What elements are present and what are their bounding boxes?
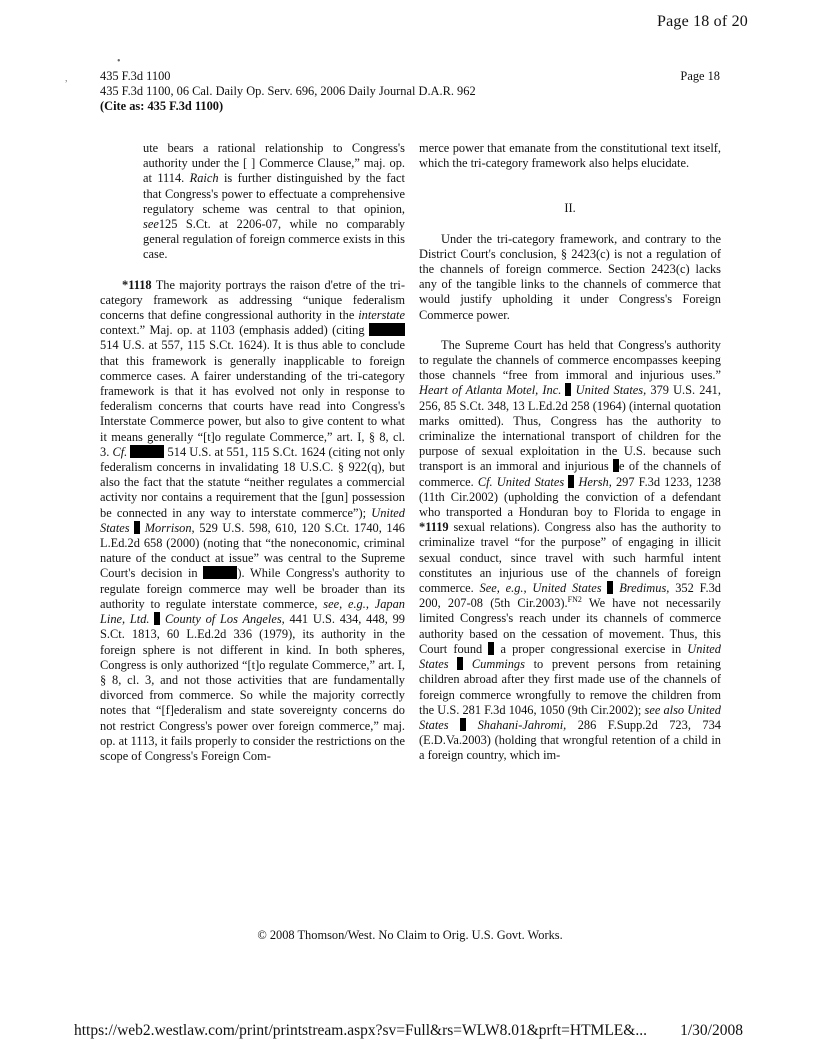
copyright-footer: © 2008 Thomson/West. No Claim to Orig. U.S. Govt. Works. — [257, 928, 563, 942]
paragraph: *1118 The majority portrays the raison d'etre of the tri-category framework as addressing “unique federalism concerns that define congressional authority in the interstate context.” Maj. op. at 1103 (emphasis added) (citing 514 U.S. at 557, 115 S.Ct. 1624). It is thus able to conclude that this framework is generally inapplicable to foreign commerce cases. A fairer understanding of the tri-category framework is that it has evolved not only in response to federalism concerns that courts have read into Congress's Interstate Commerce power, but also to give content to what it means generally “[t]o regulate Commerce,” art. I, § 8, cl. 3. Cf. 514 U.S. at 551, 115 S.Ct. 1624 (citing not only federalism concerns in invalidating 18 U.S.C. § 922(q), but also the fact that the statute “neither regulates a commercial activity nor contains a requirement that the [gun] possession be connected in any way to interstate commerce”); United States Morrison, 529 U.S. 598, 610, 120 S.Ct. 1740, 146 L.Ed.2d 658 (2000) (noting that “the noneconomic, criminal nature of the conduct at issue” was central to the Supreme Court's decision in ). While Congress's authority to regulate foreign commerce may well be broader than its authority to regulate interstate commerce, see, e.g., Japan Line, Ltd. County of Los Angeles, 441 U.S. 434, 448, 99 S.Ct. 1813, 60 L.Ed.2d 336 (1979), its authority in the foreign sphere is not different in kind. In both spheres, Congress is only authorized “[t]o regulate Commerce,” art. I, § 8, cl. 3, and not those activities that are fundamentally divorced from commerce. So while the majority correctly notes that “[f]ederalism and state sovereignty concerns do not restrict Congress's power over foreign commerce,” maj. op. at 1113, it fails properly to consider the restrictions on the scope of Congress's Foreign Com- — [100, 277, 405, 763]
redaction-box — [154, 612, 160, 625]
redaction-box — [130, 445, 164, 458]
paragraph: merce power that emanate from the constitutional text itself, which the tri-category framework also helps elucidate. — [419, 141, 721, 171]
right-column — [419, 141, 721, 764]
citation-header — [100, 69, 476, 114]
redaction-box — [203, 566, 237, 579]
redaction-box — [607, 581, 613, 594]
redaction-box — [565, 383, 571, 396]
page-number: Page 18 — [680, 69, 720, 83]
redaction-box — [568, 475, 574, 488]
redaction-box — [134, 521, 140, 534]
redaction-box — [369, 323, 405, 336]
page-of-count: Page 18 of 20 — [656, 13, 748, 30]
print-date: 1/30/2008 — [680, 1022, 743, 1039]
section-heading: II. — [564, 201, 576, 216]
citation-line: 435 F.3d 1100 — [100, 69, 171, 83]
redaction-box — [460, 718, 466, 731]
paragraph: Under the tri-category framework, and contrary to the District Court's conclusion, § 2423(c) is not a regulation of the channels of foreign commerce. Section 2423(c) lacks any of the tangible links to the channels of commerce that would justify upholding it under Congress's Foreign Commerce power. — [419, 231, 721, 322]
star-page: *1119 — [419, 520, 449, 535]
citation-line: 435 F.3d 1100, 06 Cal. Daily Op. Serv. 696, 2006 Daily Journal D.A.R. 962 — [100, 84, 476, 98]
star-page: *1118 — [122, 277, 152, 292]
print-url: https://web2.westlaw.com/print/printstream.aspx?sv=Full&rs=WLW8.01&prft=HTMLE&... — [74, 1022, 647, 1039]
paragraph: The Supreme Court has held that Congress's authority to regulate the channels of commerce encompasses keeping those channels “free from immoral and injurious uses.” Heart of Atlanta Motel, Inc. United States, 379 U.S. 241, 256, 85 S.Ct. 348, 13 L.Ed.2d 258 (1964) (internal quotation marks omitted). Thus, Congress has the authority to criminalize the international transport of children for the purpose of sexual exploitation in the U.S. because such transport is an immoral and injurious e of the channels of commerce. Cf. United States Hersh, 297 F.3d 1233, 1238 (11th Cir.2002) (upholding the conviction of a defendant who transported a Honduran boy to Florida to engage in *1119 sexual relations). Congress also has the authority to criminalize travel “for the purpose” of engaging in illicit sexual conduct, since travel with such harmful intent constitutes an injurious use of the channels of foreign commerce. See, e.g., United States Bredimus, 352 F.3d 200, 207-08 (5th Cir.2003).$^{FN2}$ We have not necessarily limited Congress's reach under its channels of commerce authority based on the cessation of movement. Thus, this Court found a proper congressional exercise in United States Cummings to prevent persons from retaining children abroad after they first made use of the channels of foreign commerce wrongfully to remove the children from the U.S. 281 F.3d 1046, 1050 (9th Cir.2002); see also United States Shahani-Jahromi, 286 F.Supp.2d 723, 734 (E.D.Va.2003) (holding that wrongful retention of a child in a foreign country, which im- — [419, 337, 722, 763]
footnote-ref[interactable]: FN2 — [567, 595, 582, 605]
block-quote: ute bears a rational relationship to Congress's authority under the [ ] Commerce Clause,” maj. op. at 1114. Raich is further distinguished by the fact that Congress's power to effectuate a comprehensive regulatory scheme was central to that opinion, see125 S.Ct. at 2206-07, while no comparably general regulation of foreign commerce exists in this case. — [143, 141, 405, 262]
left-column — [100, 141, 405, 764]
redaction-box — [457, 657, 463, 670]
cite-as-line: (Cite as: 435 F.3d 1100) — [100, 99, 224, 113]
scan-mark: , — [65, 73, 68, 84]
scan-mark: • — [117, 56, 121, 67]
